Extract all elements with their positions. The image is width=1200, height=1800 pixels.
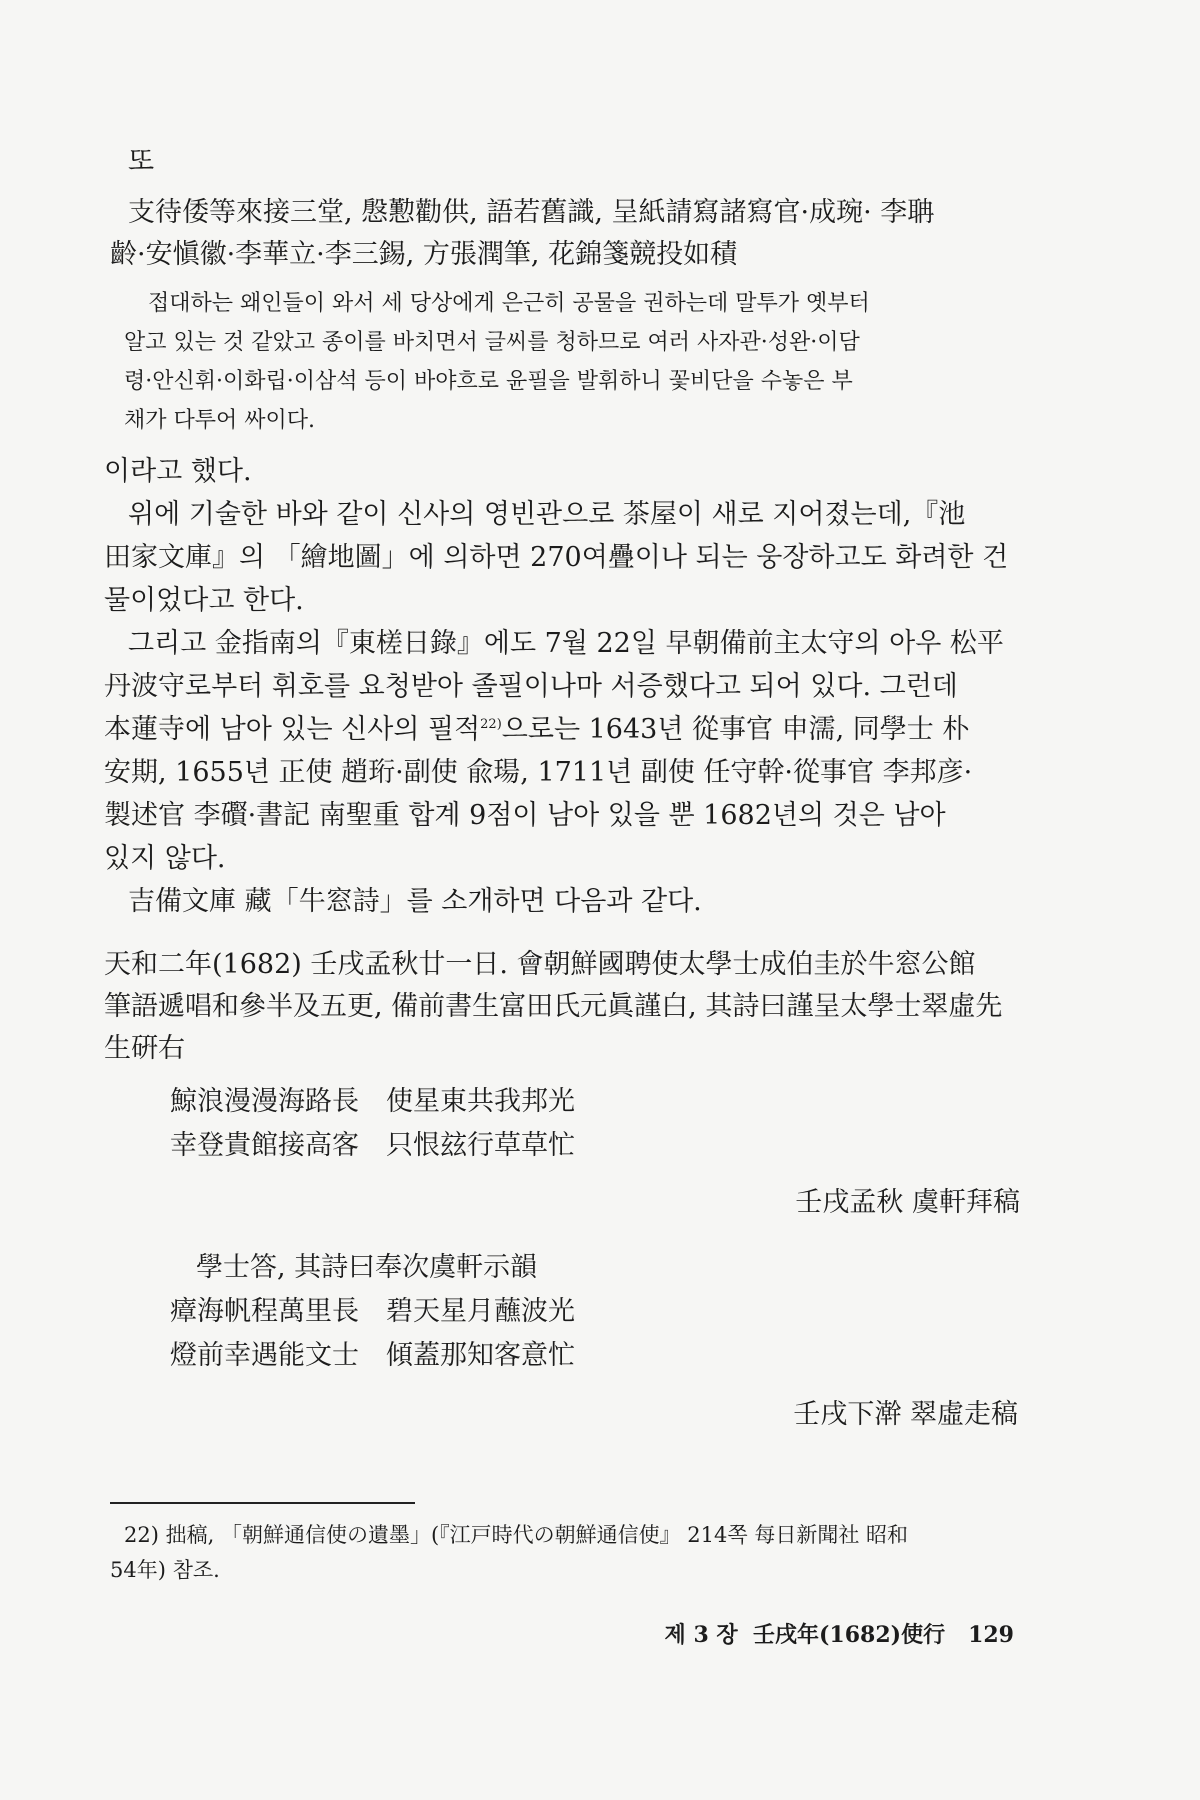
body-line: 丹波守로부터 휘호를 요청받아 졸필이나마 서증했다고 되어 있다. 그런데	[104, 671, 958, 702]
body-line: 있지 않다.	[104, 843, 226, 874]
body-line: 물이었다고 한다.	[104, 585, 304, 616]
quote2-line-1: 天和二年(1682) 壬戌孟秋廿一日. 會朝鮮國聘使太學士成伯圭於牛窓公館	[104, 949, 976, 980]
poem2-line-1: 瘴海帆程萬里長 碧天星月蘸波光	[170, 1296, 575, 1327]
running-footer	[665, 1618, 1014, 1649]
poem2-line-2: 燈前幸遇能文士 傾蓋那知客意忙	[170, 1340, 575, 1371]
quote2-line-3: 生硏右	[104, 1033, 185, 1064]
body-line-text: 本蓮寺에 남아 있는 신사의 필적	[104, 714, 481, 745]
section-heading: 또	[128, 146, 155, 177]
poem1-signature: 壬戌孟秋 虞軒拜稿	[795, 1187, 1020, 1218]
footer-title: 壬戌年(1682)使行	[753, 1622, 946, 1648]
body-line-text: 으로는 1643년 從事官 申濡, 同學士 朴	[501, 714, 970, 745]
body-line: 製述官 李礥·書記 南聖重 합계 9점이 남아 있을 뿐 1682년의 것은 남아	[104, 800, 946, 831]
poem2-signature: 壬戌下澣 翠虛走稿	[793, 1399, 1018, 1430]
translation1-line-3: 령·안신휘·이화립·이삼석 등이 바야흐로 윤필을 발휘하니 꽃비단을 수놓은 부	[124, 369, 853, 394]
translation1-line-2: 알고 있는 것 같았고 종이를 바치면서 글씨를 청하므로 여러 사자관·성완·이담	[124, 330, 860, 355]
quote1-line-2: 齡·安愼徽·李華立·李三錫, 方張潤筆, 花錦箋競投如積	[110, 239, 738, 270]
body-line: 이라고 했다.	[104, 456, 252, 487]
page-number: 129	[968, 1622, 1014, 1648]
body-line: 安期, 1655년 正使 趙珩·副使 兪瑒, 1711년 副使 任守幹·從事官 李邦彦·	[104, 757, 973, 788]
body-line: 田家文庫』의 「繪地圖」에 의하면 270여疊이나 되는 웅장하고도 화려한 건	[104, 542, 1009, 573]
footnote-divider	[110, 1502, 415, 1504]
footnote-line-2: 54年) 참조.	[110, 1558, 220, 1582]
poem1-line-2: 幸登貴館接高客 只恨玆行草草忙	[170, 1130, 575, 1161]
footnote-line-1: 22) 拙稿, 「朝鮮通信使の遺墨」(『江戸時代の朝鮮通信使』 214쪽 每日新聞社 昭和	[124, 1523, 909, 1547]
poem2-intro: 學士答, 其詩曰奉次虞軒示韻	[196, 1252, 538, 1283]
body-line: 그리고 金指南의『東槎日錄』에도 7월 22일 早朝備前主太守의 아우 松平	[128, 628, 1004, 659]
body-line: 위에 기술한 바와 같이 신사의 영빈관으로 茶屋이 새로 지어졌는데,『池	[128, 499, 966, 530]
translation1-line-1: 접대하는 왜인들이 와서 세 당상에게 은근히 공물을 권하는데 말투가 옛부터	[148, 291, 870, 316]
quote1-line-1: 支待倭等來接三堂, 慇懃勸供, 語若舊識, 呈紙請寫諸寫官·成琬· 李聃	[128, 197, 935, 228]
translation1-line-4: 채가 다투어 싸이다.	[124, 408, 315, 433]
footnote-reference[interactable]: 22)	[480, 717, 502, 732]
body-line	[104, 708, 969, 751]
footer-chapter: 제 3 장	[664, 1622, 738, 1648]
body-line: 吉備文庫 藏「牛窓詩」를 소개하면 다음과 같다.	[128, 886, 702, 917]
quote2-line-2: 筆語遞唱和參半及五更, 備前書生富田氏元眞謹白, 其詩曰謹呈太學士翠虛先	[104, 991, 1003, 1022]
poem1-line-1: 鯨浪漫漫海路長 使星東共我邦光	[170, 1086, 575, 1117]
